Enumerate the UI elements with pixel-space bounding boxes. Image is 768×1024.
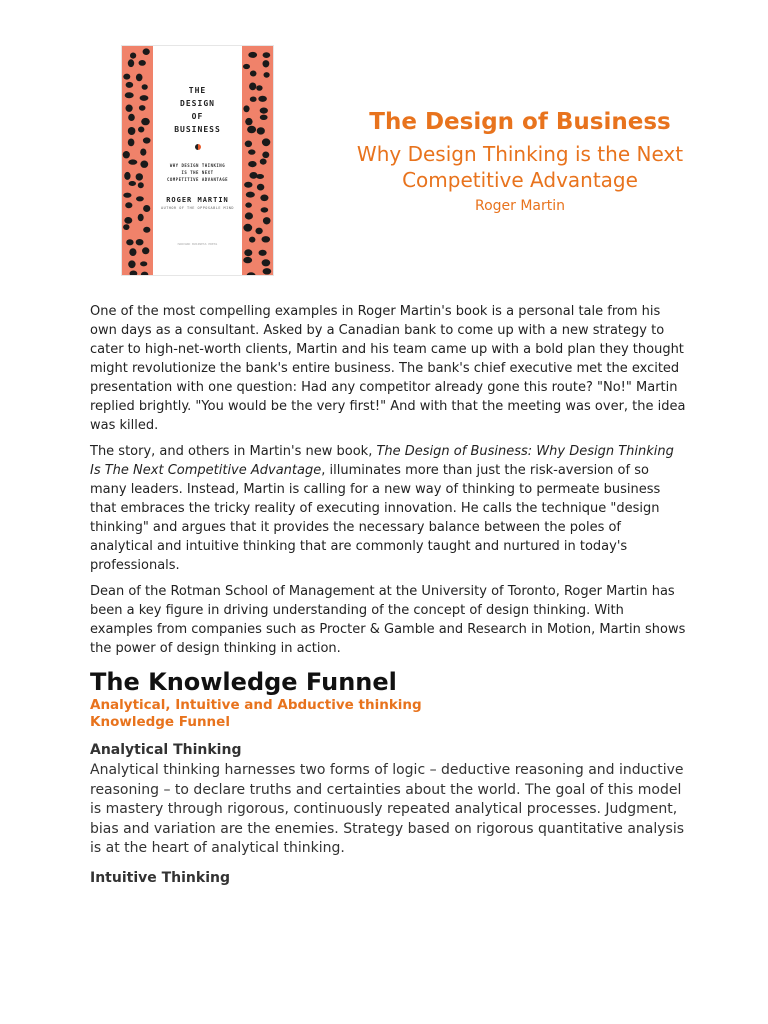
- cover-dot: [138, 214, 144, 221]
- cover-dot: [143, 48, 150, 55]
- cover-dot: [243, 105, 249, 112]
- cover-dot: [263, 217, 271, 224]
- cover-dot: [126, 82, 134, 88]
- cover-dot: [143, 227, 150, 233]
- cover-author-sub: AUTHOR OF THE OPPOSABLE MIND: [160, 206, 234, 210]
- cover-dot: [123, 151, 130, 158]
- cover-author: ROGER MARTIN: [166, 196, 229, 204]
- cover-dot: [138, 182, 144, 188]
- cover-dot: [257, 127, 265, 134]
- paragraph: Dean of the Rotman School of Management at the University of Toronto, Roger Martin has been a key figure in driving understanding of the concept of design thinking. With examples from companies such as Procter & Gamble and Research in Motion, Martin shows the power of design thinking in action.: [90, 584, 686, 656]
- analytical-thinking-heading: Analytical Thinking: [90, 742, 242, 758]
- cover-dot: [139, 105, 146, 111]
- cover-dot: [260, 108, 268, 114]
- intuitive-thinking-heading: Intuitive Thinking: [90, 869, 230, 886]
- cover-dot: [262, 236, 271, 242]
- cover-dot: [140, 149, 146, 156]
- cover-dot: [136, 74, 143, 82]
- cover-dot: [128, 59, 134, 67]
- cover-dot: [245, 141, 252, 148]
- cover-dot: [260, 115, 268, 120]
- cover-dot: [123, 74, 130, 80]
- cover-dot: [249, 237, 255, 243]
- cover-dot: [256, 174, 264, 179]
- cover-publisher: HARVARD BUSINESS PRESS: [177, 242, 218, 246]
- cover-dot: [245, 118, 252, 125]
- cover-dot: [249, 83, 256, 91]
- cover-subtitle: [153, 162, 242, 183]
- cover-dot: [136, 239, 144, 245]
- article-body: [90, 302, 686, 665]
- cover-dot: [262, 152, 269, 159]
- book-header: [330, 108, 710, 215]
- cover-dot: [262, 138, 270, 146]
- cover-dot: [255, 228, 262, 235]
- cover-dot: [262, 259, 271, 266]
- cover-dot: [243, 64, 250, 69]
- cover-dot: [143, 137, 151, 143]
- cover-dot: [249, 172, 257, 179]
- book-author: Roger Martin: [474, 198, 566, 214]
- cover-title-line: BUSINESS: [174, 125, 221, 134]
- cover-dot: [128, 127, 136, 135]
- cover-dot: [263, 268, 272, 274]
- knowledge-funnel-section: [90, 667, 690, 889]
- cover-title-line: THE: [188, 86, 207, 95]
- book-cover-image: [121, 45, 274, 276]
- book-title-reference: The Design of Business: Why Design Thinking Is The Next Competitive Advantage: [90, 444, 674, 478]
- cover-dot: [248, 161, 256, 167]
- cover-dot: [139, 60, 146, 66]
- cover-dots-right: [242, 46, 273, 276]
- cover-dot: [260, 195, 268, 202]
- cover-dot: [123, 193, 131, 198]
- cover-title-line: DESIGN: [180, 99, 215, 108]
- cover-dot: [136, 196, 144, 201]
- cover-dot: [256, 85, 262, 91]
- cover-dot: [129, 181, 136, 186]
- cover-title: [153, 84, 242, 136]
- cover-dot: [125, 92, 134, 98]
- cover-dot-strip-left: [122, 46, 153, 275]
- cover-dot: [138, 127, 144, 133]
- cover-dot-strip-right: [242, 46, 273, 275]
- cover-dot: [244, 182, 252, 188]
- cover-dot: [124, 172, 130, 180]
- cover-dot: [136, 173, 143, 180]
- cover-dot: [245, 202, 252, 207]
- cover-dot: [258, 96, 267, 102]
- cover-dot: [246, 192, 255, 198]
- cover-dot: [140, 95, 149, 101]
- cover-dot: [142, 84, 148, 90]
- cover-dot: [250, 71, 257, 77]
- cover-dot: [243, 224, 252, 232]
- section-heading: The Knowledge Funnel: [90, 668, 397, 696]
- cover-dot: [141, 118, 150, 125]
- cover-dot: [248, 149, 255, 154]
- cover-dots-left: [122, 46, 153, 276]
- cover-dot: [143, 205, 150, 212]
- cover-subtitle-line: COMPETITIVE ADVANTAGE: [166, 177, 229, 182]
- cover-dot: [250, 97, 257, 102]
- cover-dot: [123, 224, 129, 230]
- cover-dot: [247, 272, 256, 276]
- cover-dot: [248, 52, 257, 58]
- paragraph-text: The story, and others in Martin's new book,: [90, 444, 377, 459]
- book-title: The Design of Business: [369, 109, 671, 135]
- cover-dot: [142, 247, 149, 254]
- cover-dot: [129, 248, 136, 256]
- book-subtitle: Why Design Thinking is the Next Competitive Advantage: [356, 142, 684, 192]
- cover-emblem-icon: [195, 144, 201, 150]
- cover-dot: [244, 249, 252, 256]
- cover-dot: [243, 257, 252, 263]
- paragraph: One of the most compelling examples in Roger Martin's book is a personal tale from his own days as a consultant. Asked by a Canadian bank to come up with a new strategy to cater to high-net-worth clients, Martin and his team came up with a bold plan they thought might revolutionize the bank's entire business. The bank's chief executive met the excited presentation with one question: Had any competitor already gone this route? "No!" Martin replied brightly. "You would be the very first!" And with that the meeting was over, the idea was killed.: [90, 304, 686, 433]
- cover-dot: [257, 184, 264, 191]
- cover-dot: [124, 217, 132, 224]
- cover-dot: [128, 114, 135, 121]
- cover-dot: [260, 159, 267, 165]
- cover-dot: [130, 53, 136, 59]
- cover-dot: [128, 159, 137, 164]
- cover-dot: [247, 126, 256, 133]
- cover-dot: [264, 72, 270, 78]
- cover-dot: [126, 105, 133, 112]
- cover-dot: [126, 239, 133, 245]
- cover-dot: [125, 202, 132, 208]
- cover-dot: [140, 161, 148, 168]
- cover-dot: [259, 250, 267, 256]
- paragraph-text: , illuminates more than just the risk-aversion of so many leaders. Instead, Martin is calling for a new way of thinking to permeate business that embraces the tricky reality of executing innovation. He calls the technique "design thinking" and argues that it provides the necessary balance between the poles of analytical and intuitive thinking that are commonly taught and nurtured in today's professionals.: [90, 463, 661, 573]
- section-subheading: Knowledge Funnel: [90, 714, 230, 730]
- cover-dot: [263, 52, 271, 58]
- paragraph: [90, 442, 686, 575]
- cover-dot: [141, 272, 148, 276]
- section-subheading: Analytical, Intuitive and Abductive thinking: [90, 697, 422, 713]
- cover-dot: [130, 271, 138, 277]
- cover-dot: [128, 260, 135, 268]
- cover-content: [153, 46, 242, 275]
- cover-dot: [263, 60, 270, 67]
- analytical-thinking-text: Analytical thinking harnesses two forms of logic – deductive reasoning and inductive reasoning – to declare truths and certainties about the world. The goal of this model is mastery through rigorous, continuously repeated analytical processes. Judgment, bias and variation are the enemies. Strategy based on rigorous quantitative analysis is at the heart of analytical thinking.: [90, 762, 685, 856]
- cover-dot: [261, 207, 269, 212]
- cover-dot: [140, 261, 147, 266]
- cover-subtitle-line: IS THE NEXT: [181, 170, 214, 175]
- cover-dot: [245, 212, 253, 219]
- cover-subtitle-line: WHY DESIGN THINKING: [169, 163, 226, 168]
- cover-dot: [128, 139, 135, 147]
- cover-title-line: OF: [191, 112, 204, 121]
